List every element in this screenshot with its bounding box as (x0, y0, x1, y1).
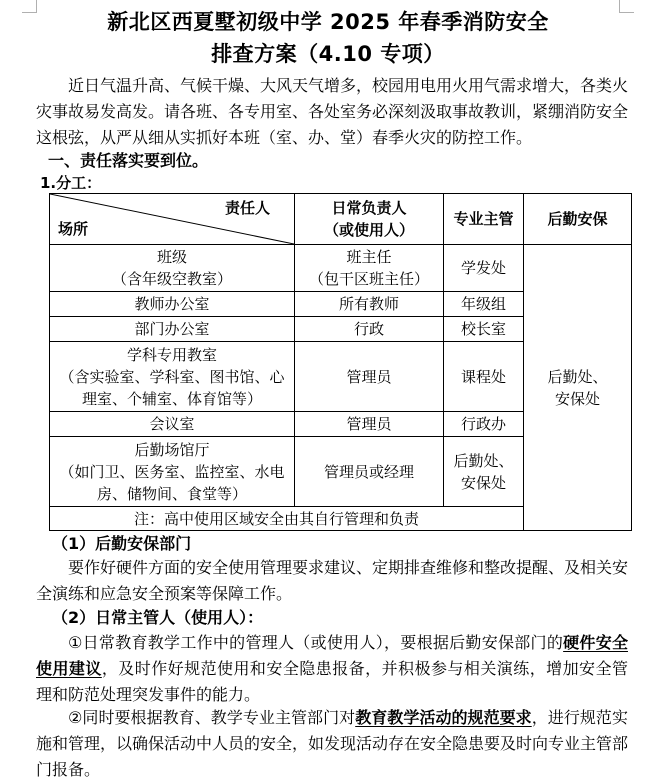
place-line: （如门卫、医务室、监控室、水电 (59, 462, 285, 481)
place-line: 班级 (156, 248, 187, 266)
place-cell (50, 245, 295, 292)
daily-cell: 管理员或经理 (295, 437, 444, 507)
supervisor-cell: 课程处 (444, 342, 524, 412)
daily-cell: 所有教师 (295, 292, 444, 317)
section-heading-1: 一、责任落实要到位。 (48, 151, 209, 170)
item2-text-cont: ，进行规范实施和管理，以确保活动中人员的安全，如发现活动存在安全隐患要及时向专业主管部门报备。 (36, 708, 629, 779)
item1-emphasis: 硬件安全使用建议 (36, 633, 628, 678)
daily-line: （包干区班主任） (308, 270, 429, 288)
document-title-line1: 新北区西夏墅初级中学 2025 年春季消防安全 (107, 10, 549, 34)
item2-paragraph (36, 705, 628, 783)
supervisor-line: 后勤处、 (453, 451, 514, 470)
supervisor-cell: 校长室 (444, 317, 524, 342)
header-place: 场所 (58, 220, 89, 238)
supervisor-cell: 学发处 (444, 245, 524, 292)
logistics-cell (524, 245, 632, 531)
responsibility-table (49, 193, 632, 531)
daily-cell: 管理员 (295, 342, 444, 412)
table-header-row (50, 194, 632, 245)
header-daily-line2: （或使用人） (323, 221, 414, 239)
daily-line: 班主任 (346, 248, 392, 266)
supervisor-line: 安保处 (460, 473, 506, 492)
place-cell (50, 342, 295, 412)
place-cell (50, 437, 295, 507)
item2-emphasis: 教育教学活动的规范要求 (355, 708, 532, 727)
item1-paragraph (36, 630, 628, 708)
supervisor-cell (444, 437, 524, 507)
place-line: 房、储物间、食堂等） (96, 484, 247, 503)
table-note: 注：高中使用区域安全由其自行管理和负责 (50, 507, 524, 531)
daily-cell (295, 245, 444, 292)
header-logistics: 后勤安保 (524, 194, 632, 245)
logistics-line: 后勤处、 (547, 367, 608, 386)
diagonal-header-cell (50, 194, 295, 245)
part1-paragraph: 要作好硬件方面的安全使用管理要求建议、定期排查维修和整改提醒、及相关安全演练和应急安全预案等保障工作。 (36, 558, 629, 603)
place-cell: 会议室 (50, 412, 295, 437)
place-line: （含年级空教室） (111, 270, 232, 288)
daily-cell: 管理员 (295, 412, 444, 437)
item1-text-cont: ，及时作好规范使用和安全隐患报备，并积极参与相关演练，增加安全管理和防范处理突发事件的能力。 (36, 659, 628, 704)
supervisor-cell: 行政办 (444, 412, 524, 437)
item2-text: ②同时要根据教育、教学专业主管部门对 (68, 708, 356, 727)
document-title-line2: 排查方案（4.10 专项） (211, 42, 445, 66)
place-line: 学科专用教室 (126, 345, 217, 364)
header-daily-responsible (295, 194, 444, 245)
part1-heading: （1）后勤安保部门 (52, 534, 192, 553)
place-cell: 部门办公室 (50, 317, 295, 342)
logistics-line: 安保处 (554, 389, 600, 408)
place-line: 理室、个辅室、体育馆等） (81, 389, 262, 408)
table-row (50, 245, 632, 292)
place-line: 后勤场馆厅 (134, 440, 210, 459)
header-supervisor: 专业主管 (444, 194, 524, 245)
daily-cell: 行政 (295, 317, 444, 342)
place-cell: 教师办公室 (50, 292, 295, 317)
intro-paragraph: 近日气温升高、气候干燥、大风天气增多，校园用电用火用气需求增大，各类火灾事故易发高发。请各班、各专用室、各处室务必深刻汲取事故教训，紧绷消防安全这根弦，从严从细从实抓好本班（室、办、堂）春季火灾的防控工作。 (36, 76, 629, 147)
part2-heading: （2）日常主管人（使用人）： (52, 608, 264, 627)
header-responsible-person: 责任人 (224, 199, 270, 217)
supervisor-cell: 年级组 (444, 292, 524, 317)
item1-text: ①日常教育教学工作中的管理人（或使用人），要根据后勤安保部门的 (68, 633, 564, 652)
place-line: （含实验室、学科室、图书馆、心 (59, 367, 285, 386)
header-daily-line1: 日常负责人 (331, 199, 407, 217)
subheading-division: 1.分工： (40, 174, 102, 192)
